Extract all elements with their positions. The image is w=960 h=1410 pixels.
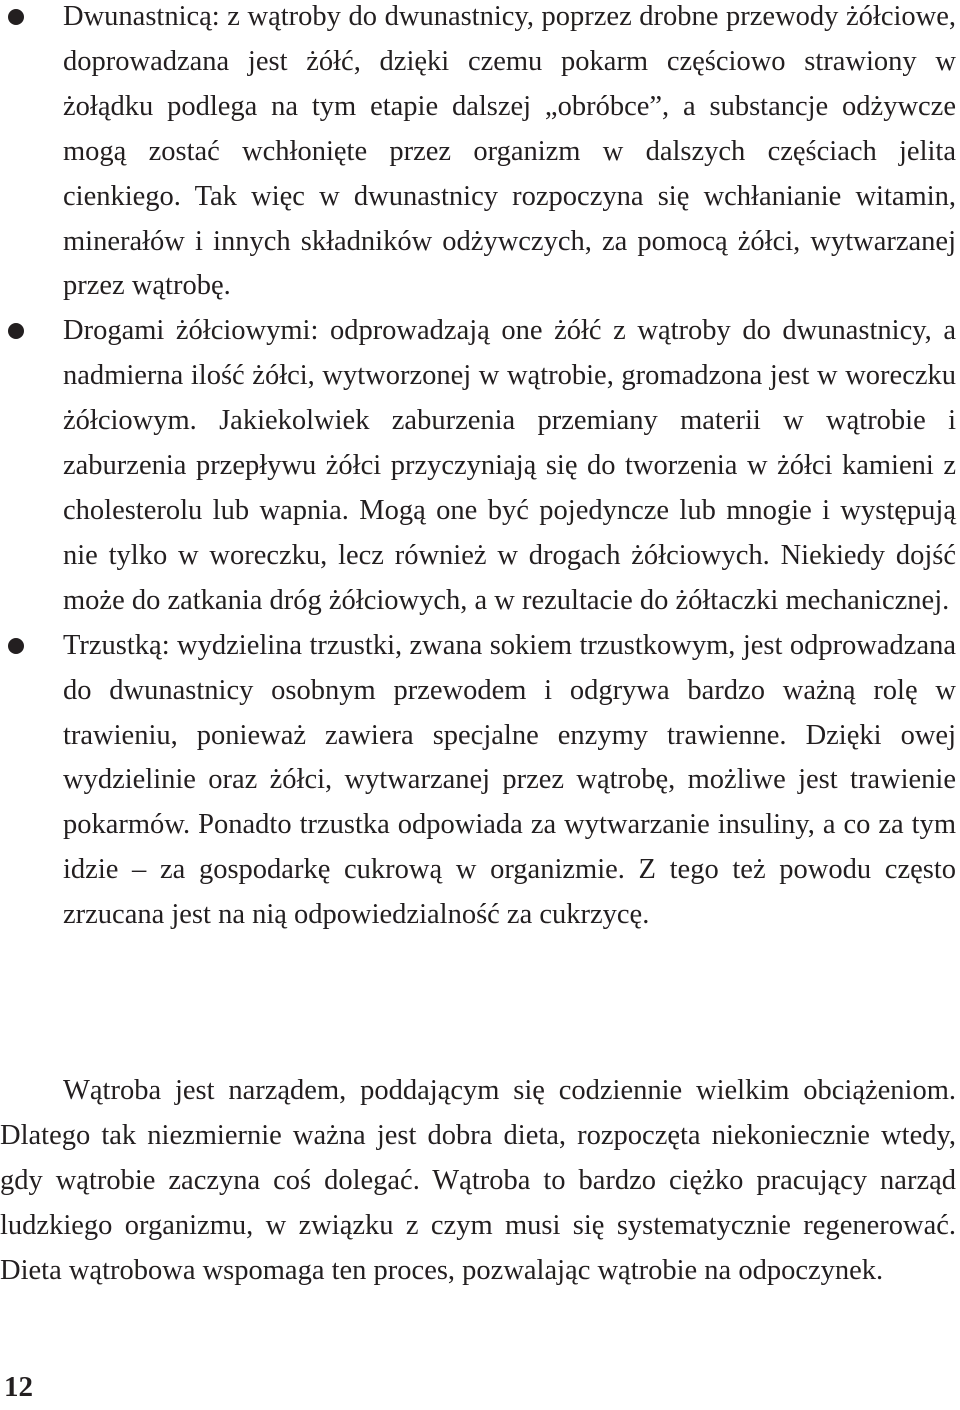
bullet-icon: [8, 9, 24, 25]
bullet-icon: [8, 638, 24, 654]
closing-paragraph: Wątroba jest narządem, poddającym się codziennie wielkim obciążeniom. Dlatego tak niezmiernie ważna jest dobra dieta, rozpoczęta niekoniecznie wtedy, gdy wątrobie zaczyna coś dolegać. Wątroba to bardzo ciężko pracujący narząd ludzkiego organizmu, w związku z czym musi się systematycznie regenerować. Dieta wątrobowa wspomaga ten proces, pozwalając wątrobie na odpoczynek.: [0, 1075, 956, 1286]
bullet-text: Dwunastnicą: z wątroby do dwunastnicy, poprzez drobne przewody żółciowe, doprowadzana jest żółć, dzięki czemu pokarm częściowo strawiony w żołądku podlega na tym etapie dalszej „obróbce”, a substancje odżywcze mogą zostać wchłonięte przez organizm w dalszych częściach jelita cienkiego. Tak więc w dwunastnicy rozpoczyna się wchłanianie witamin, minerałów i innych składników odżywczych, za pomocą żółci, wytwarzanej przez wątrobę.: [63, 1, 956, 302]
bullet-item-bile-ducts: [0, 309, 960, 623]
page-number: 12: [4, 1371, 33, 1403]
bullet-text: Drogami żółciowymi: odprowadzają one żółć z wątroby do dwunastnicy, a nadmierna ilość żółci, wytworzonej w wątrobie, gromadzona jest w woreczku żółciowym. Jakiekolwiek zaburzenia przemiany materii w wątrobie i zaburzenia przepływu żółci przyczyniają się do tworzenia w żółci kamieni z cholesterolu lub wapnia. Mogą one być pojedyncze lub mnogie i występują nie tylko w woreczku, lecz również w drogach żółciowych. Niekiedy dojść może do zatkania dróg żółciowych, a w rezultacie do żółtaczki mechanicznej.: [63, 315, 956, 616]
bullet-icon: [8, 323, 24, 339]
bullet-item-pancreas: [0, 624, 960, 938]
bullet-item-duodenum: [0, 0, 960, 309]
bullet-text: Trzustką: wydzielina trzustki, zwana sokiem trzustkowym, jest odprowadzana do dwunastnicy osobnym przewodem i odgrywa bardzo ważną rolę w trawieniu, ponieważ zawiera specjalne enzymy trawienne. Dzięki owej wydzielinie oraz żółci, wytwarzanej przez wątrobę, możliwe jest trawienie pokarmów. Ponadto trzustka odpowiada za wytwarzanie insuliny, a co za tym idzie – za gospodarkę cukrową w organizmie. Z tego też powodu często zrzucana jest na nią odpowiedzialność za cukrzycę.: [63, 629, 956, 931]
